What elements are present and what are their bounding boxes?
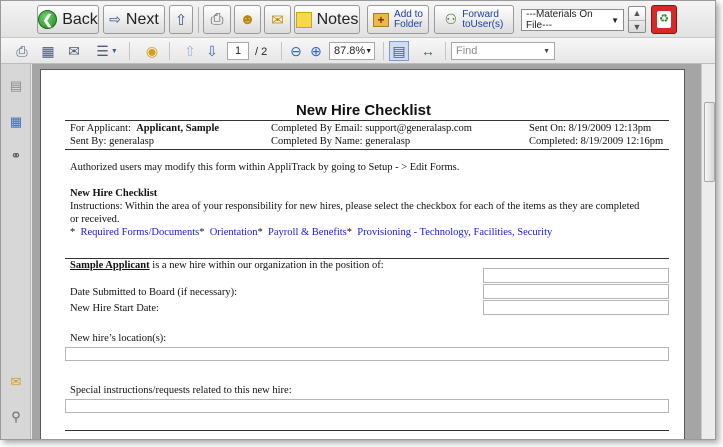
- toolbar-divider: [198, 7, 199, 33]
- toolbar-separator: [383, 42, 384, 60]
- pages-icon[interactable]: ▤: [9, 78, 23, 93]
- back-label: Back: [62, 10, 98, 28]
- sent-by: Sent By: generalasp: [70, 136, 154, 147]
- page-number-input[interactable]: [227, 42, 249, 60]
- up-button[interactable]: [169, 5, 193, 34]
- bookmarks-icon[interactable]: ▦: [9, 114, 23, 129]
- completed-date: Completed: 8/19/2009 12:16pm: [529, 136, 664, 147]
- action-toolbar: [1, 1, 716, 38]
- authorized-note: Authorized users may modify this form within AppliTrack by going to Setup - > Edit Forms.: [70, 162, 460, 173]
- start-date-field[interactable]: [483, 300, 669, 315]
- section-links: * Required Forms/Documents* Orientation* Payroll & Benefits* Provisioning - Technology, Facilities, Security: [70, 227, 553, 238]
- document-title: New Hire Checklist: [295, 102, 432, 119]
- forward-label: [462, 10, 503, 30]
- printer-icon: ⎙: [210, 10, 224, 28]
- instructions-line2: or received.: [70, 214, 120, 225]
- vertical-scrollbar[interactable]: [701, 64, 716, 440]
- folder-add-icon: +: [373, 13, 389, 27]
- date-submitted-label: Date Submitted to Board (if necessary):: [70, 287, 238, 298]
- next-button[interactable]: [103, 5, 165, 34]
- previous-page-icon[interactable]: ⇧: [184, 42, 196, 59]
- note-icon: [296, 12, 312, 28]
- forward-line1: Forward: [462, 8, 499, 20]
- bottom-rule: [65, 430, 669, 431]
- forward-line2: toUser(s): [462, 18, 504, 30]
- chevron-down-icon: ▼: [365, 47, 373, 55]
- fit-page-icon[interactable]: ▤: [389, 41, 409, 61]
- add-to-folder-button[interactable]: [367, 5, 429, 34]
- location-label: New hire’s location(s):: [70, 333, 167, 344]
- stepper-up-icon[interactable]: ▲: [632, 8, 642, 18]
- toolbar-separator: [129, 42, 130, 60]
- link-payroll-benefits[interactable]: Payroll & Benefits: [268, 227, 347, 238]
- pdf-page: [40, 69, 685, 440]
- zoom-in-icon[interactable]: ⊕: [310, 42, 322, 59]
- envelope-icon: ✉: [271, 11, 284, 29]
- export-menu-icon[interactable]: ☰ ▼: [96, 42, 118, 59]
- completed-by-email: Completed By Email: support@generalasp.com: [271, 123, 472, 134]
- add-to-folder-line2: Folder: [394, 18, 423, 30]
- for-applicant-line: [70, 123, 219, 134]
- people-icon: ☻: [239, 11, 256, 28]
- notes-label: Notes: [316, 10, 359, 28]
- references-button[interactable]: [234, 5, 261, 34]
- position-field[interactable]: [483, 268, 669, 283]
- email-button[interactable]: [264, 5, 291, 34]
- fit-width-icon[interactable]: ↔: [421, 43, 435, 59]
- toolbar-separator: [169, 42, 170, 60]
- section-rule: [65, 258, 669, 259]
- zoom-value: 87.8%: [334, 45, 366, 57]
- start-date-label: New Hire Start Date:: [70, 303, 159, 314]
- sent-on: Sent On: 8/19/2009 12:13pm: [529, 123, 652, 134]
- print-button[interactable]: [203, 5, 231, 34]
- special-instructions-label: Special instructions/requests related to this new hire:: [70, 385, 292, 396]
- back-button[interactable]: [37, 5, 99, 34]
- materials-select-value: ---Materials On File---: [526, 9, 593, 31]
- email-doc-icon[interactable]: ✉: [68, 42, 80, 59]
- next-label: Next: [125, 10, 159, 28]
- title-rule: [65, 120, 669, 121]
- document-viewer: [32, 64, 701, 440]
- special-instructions-field[interactable]: [65, 399, 669, 413]
- location-field[interactable]: [65, 347, 669, 361]
- attachments-icon[interactable]: ⚲: [11, 409, 21, 424]
- signatures-icon[interactable]: ⚭: [10, 148, 22, 163]
- completed-by-name: Completed By Name: generalasp: [271, 136, 411, 147]
- page-current: 1: [234, 45, 242, 57]
- page-total: / 2: [255, 46, 268, 58]
- pdf-toolbar: [1, 38, 716, 64]
- save-icon[interactable]: ▦: [41, 42, 55, 59]
- comment-icon[interactable]: ◉: [145, 42, 159, 59]
- zoom-select[interactable]: [329, 42, 375, 60]
- materials-select[interactable]: [521, 9, 624, 31]
- forward-to-user-button[interactable]: [434, 5, 514, 34]
- applicant-position-line: [70, 260, 384, 271]
- recycle-bin-icon: ♻: [657, 11, 671, 28]
- toolbar-separator: [445, 42, 446, 60]
- delete-button[interactable]: [651, 5, 677, 34]
- add-to-folder-line1: Add to: [394, 8, 423, 20]
- link-provisioning[interactable]: Provisioning - Technology, Facilities, Security: [357, 227, 553, 238]
- chevron-down-icon: ▼: [611, 15, 619, 25]
- date-submitted-field[interactable]: [483, 284, 669, 299]
- comments-icon[interactable]: ✉: [10, 374, 22, 389]
- find-placeholder: Find: [456, 45, 478, 57]
- section-heading: New Hire Checklist: [70, 188, 158, 199]
- back-arrow-icon: ❮: [38, 10, 57, 29]
- applicant-name: Sample Applicant: [70, 260, 150, 271]
- for-applicant-label: For Applicant:: [70, 123, 131, 134]
- pdf-print-icon[interactable]: ⎙: [16, 42, 28, 59]
- materials-stepper[interactable]: [628, 6, 646, 33]
- add-to-folder-label: [394, 10, 423, 30]
- up-arrow-icon: ⇧: [174, 11, 188, 29]
- header-rule: [65, 149, 669, 150]
- link-orientation[interactable]: Orientation: [209, 227, 258, 238]
- zoom-out-icon[interactable]: ⊖: [290, 42, 302, 59]
- notes-button[interactable]: [294, 5, 360, 34]
- next-page-icon[interactable]: ⇩: [206, 42, 218, 59]
- navigation-rail: [1, 64, 31, 440]
- stepper-down-icon[interactable]: ▼: [629, 20, 645, 32]
- applicant-sentence: is a new hire within our organization in the position of:: [149, 260, 384, 271]
- next-arrow-icon: ⇨: [109, 11, 121, 27]
- forward-users-icon: ⚇: [444, 11, 458, 27]
- scrollbar-thumb[interactable]: [704, 102, 715, 182]
- toolbar-separator: [281, 42, 282, 60]
- for-applicant-value: Applicant, Sample: [136, 123, 220, 134]
- instructions-line1: Instructions: Within the area of your responsibility for new hires, please select the checkbox for each of the items as they are completed: [70, 201, 640, 212]
- find-input[interactable]: [451, 42, 555, 60]
- chevron-down-icon: ▼: [543, 47, 550, 55]
- link-required-forms[interactable]: Required Forms/Documents: [80, 227, 200, 238]
